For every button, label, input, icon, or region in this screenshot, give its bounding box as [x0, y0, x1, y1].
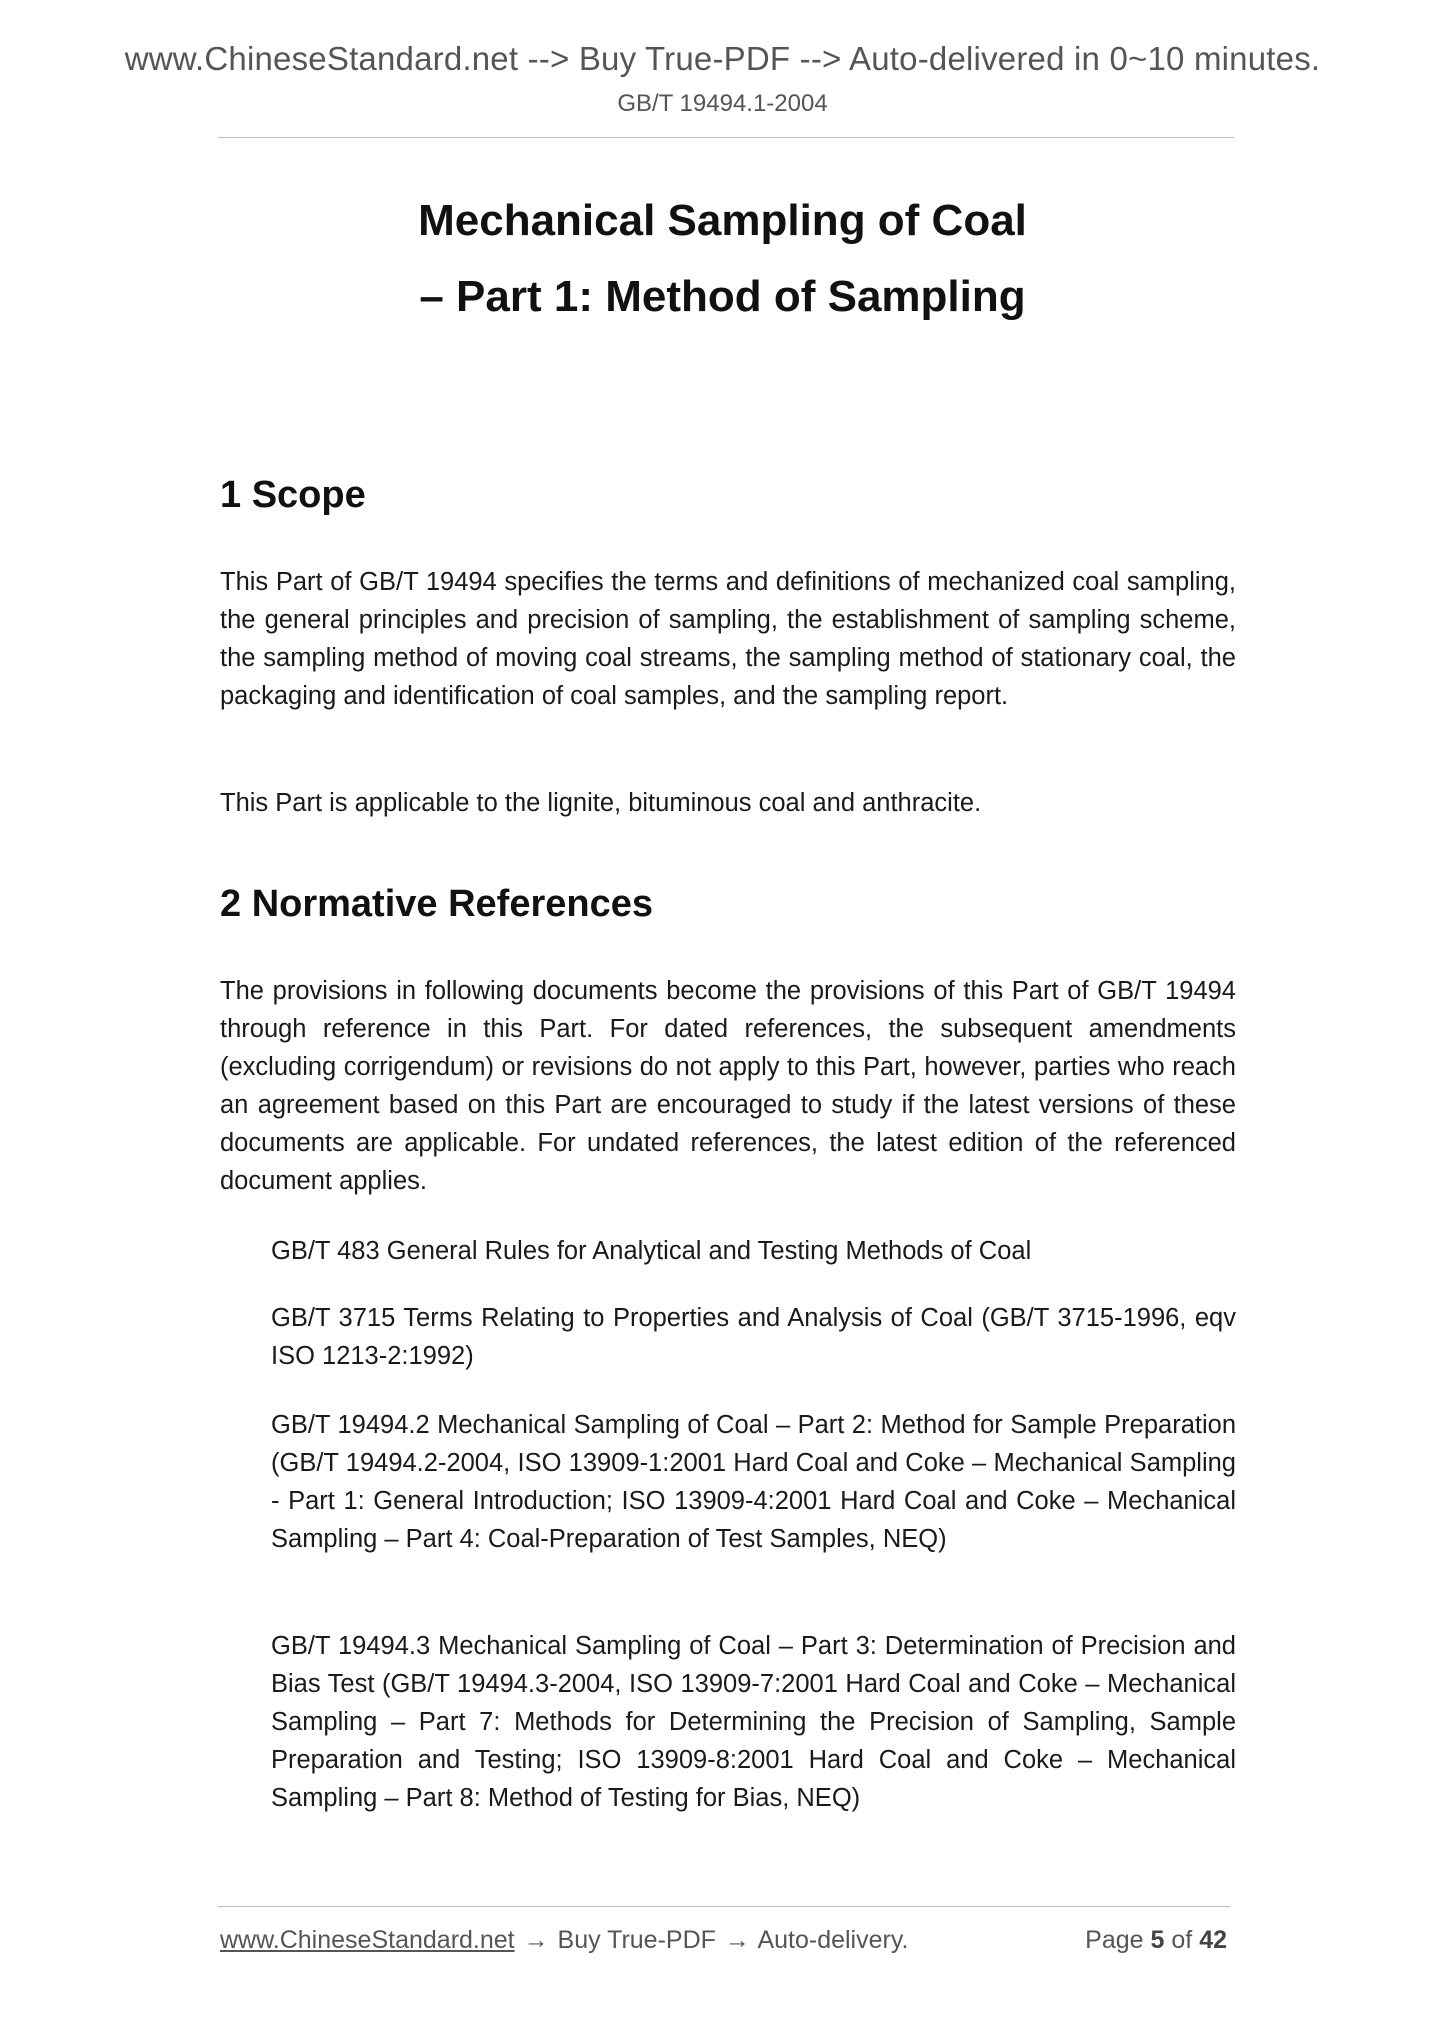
- header-divider: [218, 137, 1234, 138]
- footer-buy-text: Buy True-PDF: [557, 1926, 716, 1954]
- footer-site-link[interactable]: www.ChineseStandard.net: [220, 1926, 515, 1954]
- references-intro-paragraph: The provisions in following documents become the provisions of this Part of GB/T 19494 through reference in this Part. For dated references, the subsequent amendments (excluding corrigendum) or revisions do not apply to this Part, however, parties who reach an agreement based on this Part are encouraged to study if the latest versions of these documents are applicable. For undated references, the latest edition of the referenced document applies.: [220, 977, 1236, 1195]
- page-indicator: [1085, 1926, 1227, 1955]
- reference-item: GB/T 19494.3 Mechanical Sampling of Coal – Part 3: Determination of Precision and Bias Test (GB/T 19494.3-2004, ISO 13909-7:2001 Hard Coal and Coke – Mechanical Sampling – Part 7: Methods for Determining the Precision of Sampling, Sample Preparation and Testing; ISO 13909-8:2001 Hard Coal and Coke – Mechanical Sampling – Part 8: Method of Testing for Bias, NEQ): [271, 1632, 1236, 1812]
- scope-paragraph-1: This Part of GB/T 19494 specifies the terms and definitions of mechanized coal sampling, the general principles and precision of sampling, the establishment of sampling scheme, the sampling method of moving coal streams, the sampling method of stationary coal, the packaging and identification of coal samples, and the sampling report.: [220, 568, 1236, 710]
- reference-item: GB/T 483 General Rules for Analytical and Testing Methods of Coal: [271, 1237, 1032, 1265]
- section-heading-normative-references: 2 Normative References: [220, 883, 653, 925]
- footer-delivery-text: Auto-delivery.: [757, 1926, 909, 1954]
- page-footer: [220, 1926, 1230, 1966]
- document-title-line-2: – Part 1: Method of Sampling: [419, 272, 1026, 321]
- page-current: 5: [1150, 1926, 1165, 1954]
- page-label: Page: [1085, 1926, 1144, 1954]
- page-total: 42: [1199, 1926, 1227, 1954]
- site-banner: www.ChineseStandard.net --> Buy True-PDF --> Auto-delivered in 0~10 minutes.: [124, 40, 1321, 77]
- scope-paragraph-2: This Part is applicable to the lignite, bituminous coal and anthracite.: [220, 789, 982, 817]
- document-code: GB/T 19494.1-2004: [617, 90, 828, 117]
- footer-divider: [218, 1906, 1230, 1907]
- document-title-line-1: Mechanical Sampling of Coal: [418, 196, 1027, 245]
- reference-item: GB/T 19494.2 Mechanical Sampling of Coal – Part 2: Method for Sample Preparation (GB/T 19494.2-2004, ISO 13909-1:2001 Hard Coal and Coke – Mechanical Sampling - Part 1: General Introduction; ISO 13909-4:2001 Hard Coal and Coke – Mechanical Sampling – Part 4: Coal-Preparation of Test Samples, NEQ): [271, 1411, 1236, 1553]
- reference-item: GB/T 3715 Terms Relating to Properties and Analysis of Coal (GB/T 3715-1996, eqv ISO 1213-2:1992): [271, 1304, 1236, 1370]
- section-heading-scope: 1 Scope: [220, 474, 366, 516]
- arrow-right-icon: →: [724, 1926, 750, 1954]
- page-of: of: [1171, 1926, 1193, 1954]
- arrow-right-icon: →: [523, 1926, 549, 1954]
